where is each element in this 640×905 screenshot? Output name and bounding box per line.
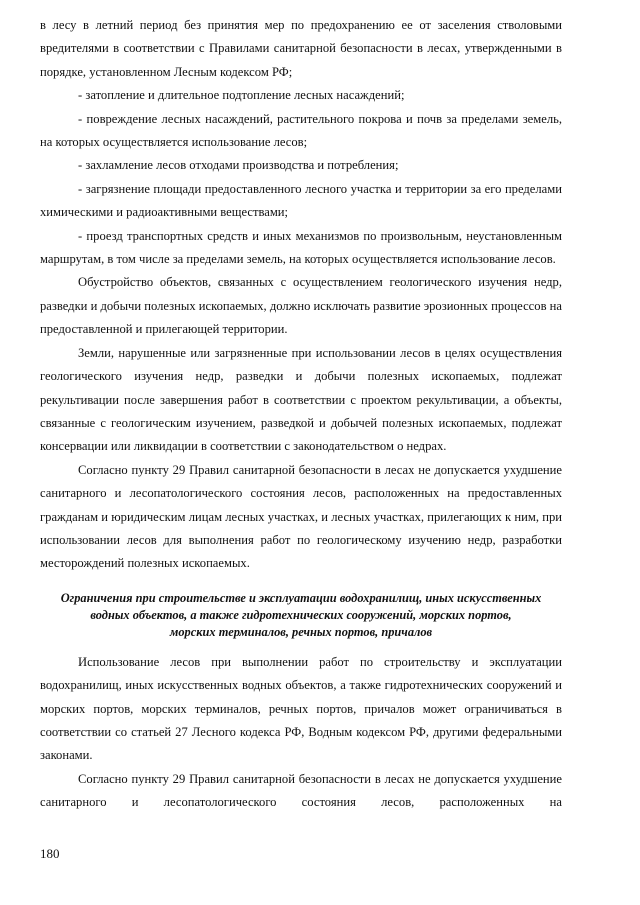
paragraph-recultivation: Земли, нарушенные или загрязненные при использовании лесов в целях осуществления геологического изучения недр, разведки и добычи полезных ископаемых, подлежат рекультивации после завершения работ в соответствии с проектом рекультивации, а объекты, связанные с геологическим изучением, разведкой и добычей полезных ископаемых, подлежат консервации или ликвидации в соответствии с законодательством о недрах. (40, 345, 562, 454)
list-item-flooding: - затопление и длительное подтопление лесных насаждений; (78, 88, 405, 103)
list-item-damage: - повреждение лесных насаждений, растительного покрова и почв за пределами земель, на которых осуществляется использование лесов; (40, 111, 562, 150)
document-page (40, 14, 562, 815)
list-item-pollution: - загрязнение площади предоставленного лесного участка и территории за его пределами химическими и радиоактивными веществами; (40, 181, 562, 220)
page-number: 180 (40, 846, 60, 861)
paragraph-reservoirs: Использование лесов при выполнении работ по строительству и эксплуатации водохранилищ, иных искусственных водных объектов, а также гидротехнических сооружений и морских портов, морских терминалов, речных портов, причалов может ограничиваться в соответствии со статьей 27 Лесного кодекса РФ, Водным кодексом РФ, другими федеральными законами. (40, 654, 562, 763)
list-item-vehicles: - проезд транспортных средств и иных механизмов по произвольным, неустановленным маршрутам, в том числе за пределами земель, на которых осуществляется использование лесов. (40, 228, 562, 267)
paragraph-rule-29-continued: Согласно пункту 29 Правил санитарной безопасности в лесах не допускается ухудшение санитарного и лесопатологического состояния лесов, расположенных на (40, 771, 562, 810)
section-heading-line-2: водных объектов, а также гидротехнических сооружений, морских портов, (90, 607, 512, 622)
paragraph-rule-29: Согласно пункту 29 Правил санитарной безопасности в лесах не допускается ухудшение санитарного и лесопатологического состояния лесов, расположенных на предоставленных гражданам и юридическим лицам лесных участках, и лесных участках, прилегающих к ним, при использовании лесов для выполнения работ по геологическому изучению недр, разработки месторождений полезных ископаемых. (40, 462, 562, 571)
section-heading (40, 590, 562, 641)
section-heading-line-3: морских терминалов, речных портов, причалов (169, 624, 433, 639)
paragraph-1: в лесу в летний период без принятия мер по предохранению ее от заселения стволовыми вредителями в соответствии с Правилами санитарной безопасности в лесах, утвержденными в порядке, установленном Лесным кодексом РФ; (40, 18, 562, 79)
paragraph-erosion: Обустройство объектов, связанных с осуществлением геологического изучения недр, разведки и добычи полезных ископаемых, должно исключать развитие эрозионных процессов на предоставленной и прилегающей территории. (40, 275, 562, 337)
section-heading-line-1: Ограничения при строительстве и эксплуатации водохранилищ, иных искусственных (60, 590, 542, 605)
list-item-littering: - захламление лесов отходами производства и потребления; (78, 158, 399, 173)
